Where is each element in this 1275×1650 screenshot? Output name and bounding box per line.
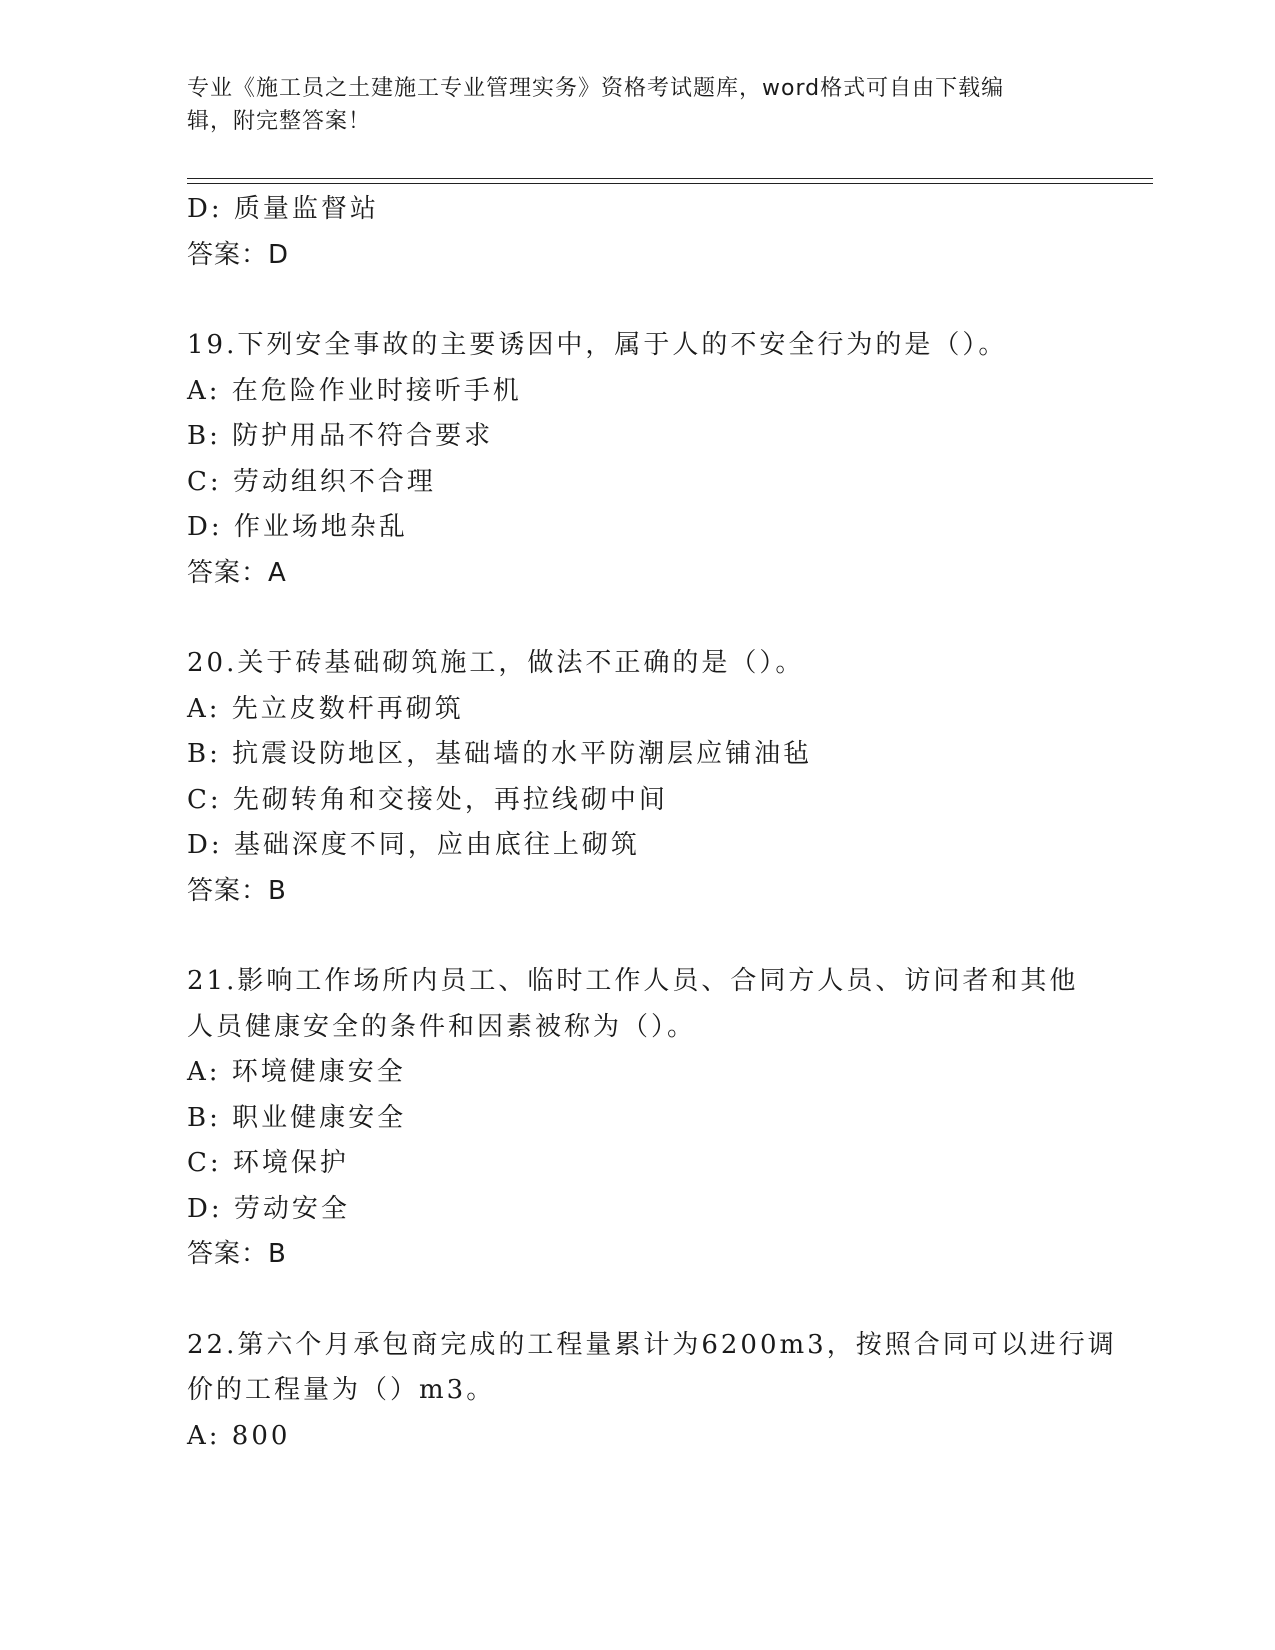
question-stem: 19.下列安全事故的主要诱因中，属于人的不安全行为的是（）。 <box>187 330 1008 360</box>
question-20 <box>187 641 1087 914</box>
option-d: D: 劳动安全 <box>187 1193 350 1224</box>
question-stem-line-1: 22.第六个月承包商完成的工程量累计为6200m3，按照合同可以进行调 <box>187 1329 1117 1360</box>
question-22 <box>187 1323 1117 1460</box>
header-line-1: 专业《施工员之土建施工专业管理实务》资格考试题库，word格式可自由下载编 <box>187 76 1005 101</box>
option-b: B: 职业健康安全 <box>187 1102 407 1133</box>
option-a: A: 先立皮数杆再砌筑 <box>187 693 464 724</box>
option-b: B: 抗震设防地区，基础墙的水平防潮层应铺油毡 <box>187 739 813 769</box>
option-d: D: 质量监督站 <box>187 194 379 224</box>
question-stem-line-2: 人员健康安全的条件和因素被称为（）。 <box>187 1011 697 1042</box>
option-c: C: 先砌转角和交接处，再拉线砌中间 <box>187 784 668 815</box>
header-line-2: 辑，附完整答案！ <box>187 109 372 134</box>
answer: 答案：B <box>187 1239 287 1269</box>
option-d: D: 作业场地杂乱 <box>187 512 408 542</box>
option-a: A: 800 <box>187 1420 291 1451</box>
option-b: B: 防护用品不符合要求 <box>187 421 494 451</box>
question-stem: 20.关于砖基础砌筑施工，做法不正确的是（）。 <box>187 648 805 678</box>
option-d: D: 基础深度不同，应由底往上砌筑 <box>187 830 640 860</box>
option-c: C: 劳动组织不合理 <box>187 466 436 497</box>
question-19 <box>187 323 1087 596</box>
question-stem-line-1: 21.影响工作场所内员工、临时工作人员、合同方人员、访问者和其他 <box>187 966 1079 996</box>
question-list <box>187 187 1117 1459</box>
previous-question-tail <box>187 187 1087 278</box>
question-stem-line-2: 价的工程量为（）m3。 <box>187 1375 496 1405</box>
option-a: A: 在危险作业时接听手机 <box>187 375 522 406</box>
answer: 答案：A <box>187 557 287 588</box>
answer: 答案：B <box>187 875 287 906</box>
answer: 答案：D <box>187 239 290 270</box>
question-21 <box>187 959 1087 1278</box>
option-a: A: 环境健康安全 <box>187 1057 406 1087</box>
document-header <box>187 72 1067 138</box>
option-c: C: 环境保护 <box>187 1148 349 1178</box>
header-divider-top <box>187 178 1153 179</box>
header-divider-bottom <box>187 183 1153 184</box>
